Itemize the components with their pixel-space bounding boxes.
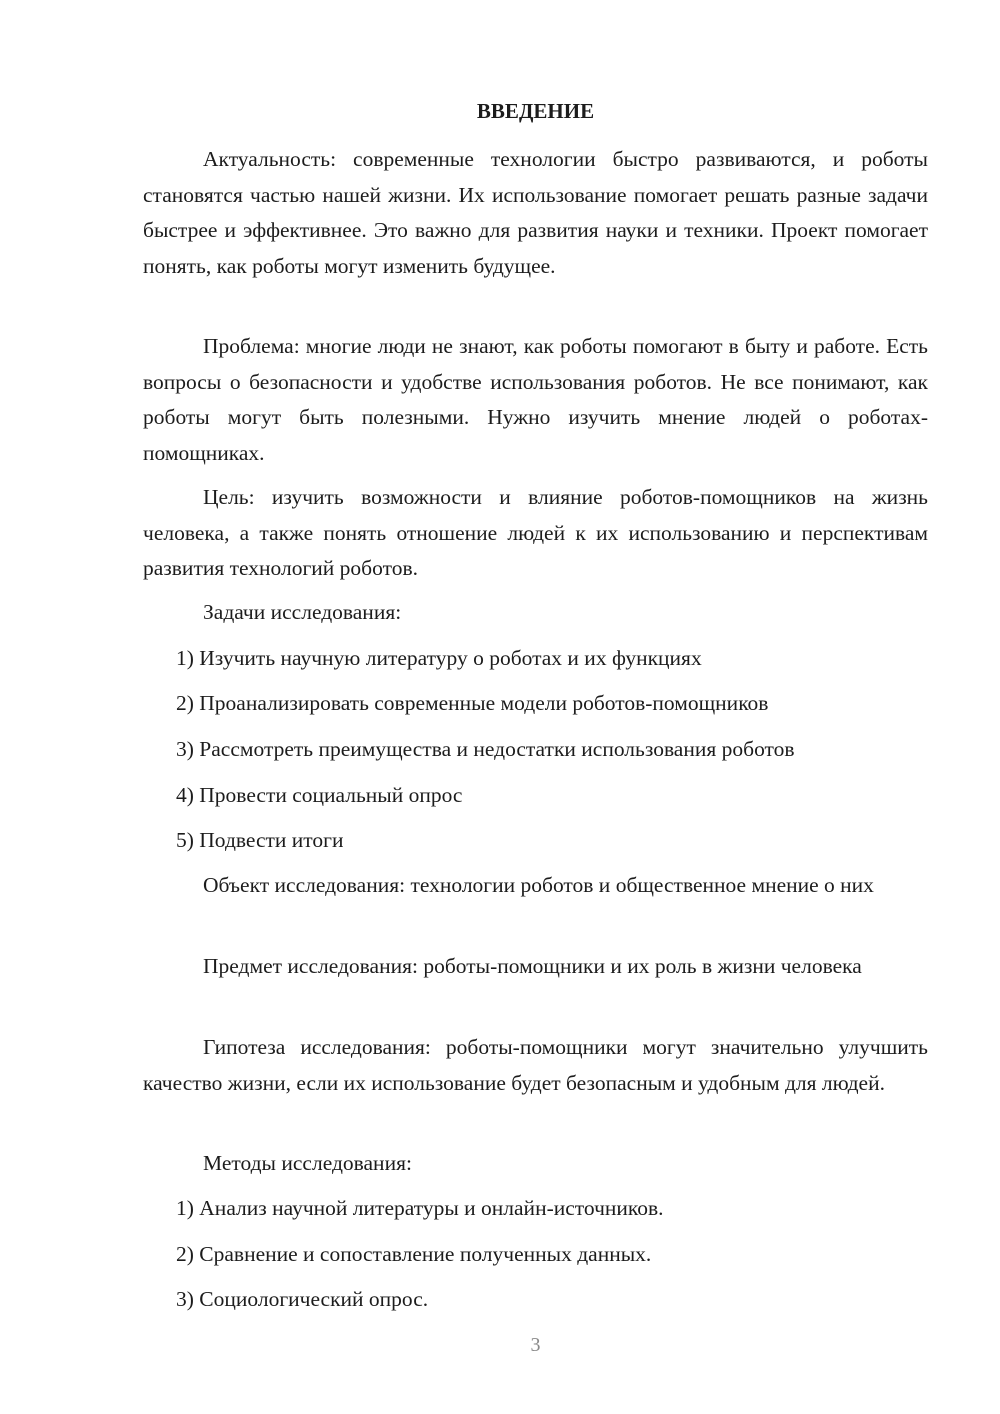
section-title: ВВЕДЕНИЕ [476, 99, 595, 123]
method-item: 3) Социологический опрос. [176, 1287, 429, 1311]
subject-paragraph: Предмет исследования: роботы-помощники и их роль в жизни человека [203, 954, 862, 978]
tasks-heading: Задачи исследования: [203, 600, 402, 624]
relevance-paragraph: Актуальность: современные технологии быстро развиваются, и роботы становятся частью нашей жизни. Их использование помогает решать разные задачи быстрее и эффективнее. Это важно для развития науки и техники. Проект помогает понять, как роботы могут изменить будущее. [143, 147, 928, 278]
goal-paragraph: Цель: изучить возможности и влияние роботов-помощников на жизнь человека, а также понять отношение людей к их использованию и перспективам развития технологий роботов. [143, 485, 928, 580]
page-number: 3 [530, 1334, 541, 1356]
task-item: 5) Подвести итоги [176, 828, 344, 852]
task-item: 4) Провести социальный опрос [176, 783, 463, 807]
method-item: 1) Анализ научной литературы и онлайн-источников. [176, 1196, 664, 1220]
task-item: 1) Изучить научную литературу о роботах и их функциях [176, 646, 702, 670]
methods-heading: Методы исследования: [203, 1151, 412, 1175]
task-item: 2) Проанализировать современные модели роботов-помощников [176, 691, 769, 715]
problem-paragraph: Проблема: многие люди не знают, как роботы помогают в быту и работе. Есть вопросы о безопасности и удобстве использования роботов. Не все понимают, как роботы могут быть полезными. Нужно изучить мнение людей о роботах-помощниках. [143, 334, 928, 465]
method-item: 2) Сравнение и сопоставление полученных данных. [176, 1242, 652, 1266]
task-item: 3) Рассмотреть преимущества и недостатки использования роботов [176, 737, 795, 761]
object-paragraph: Объект исследования: технологии роботов и общественное мнение о них [203, 873, 874, 897]
document-page [143, 0, 928, 1414]
hypothesis-paragraph: Гипотеза исследования: роботы-помощники могут значительно улучшить качество жизни, если их использование будет безопасным и удобным для людей. [143, 1035, 928, 1095]
